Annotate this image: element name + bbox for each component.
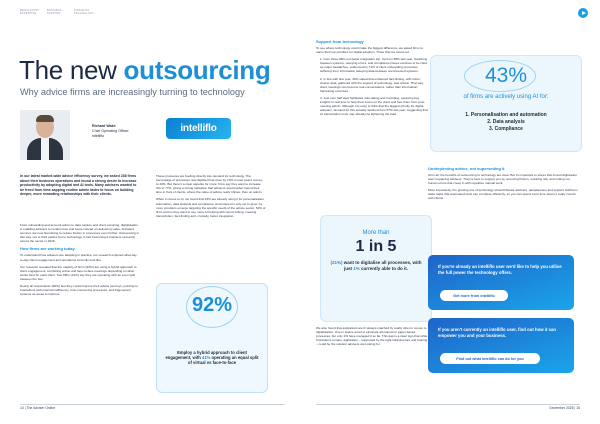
- footer-right: December 2025 | 15: [549, 406, 580, 410]
- column-4: [428, 166, 578, 204]
- numbered-item: 3. Just over half want facilitated note-taking and recording, capturing key insights in real time to help them focus on the client and free them from post-meeting admin. Although it is easy to think that the biggest priority for digital adoption, demand for this actually declined from 57% last year, suggesting that AI transcription tools may already be lightening the load.: [320, 95, 428, 117]
- header-tag: BUSINESS SUPPORT: [47, 9, 62, 15]
- footer-left: 14 | The Adviser Online: [20, 406, 56, 410]
- author-company: intelliflo: [92, 134, 104, 138]
- stat-caption: (21%) want to digitalise all processes, with just 1% currently able to do it.: [330, 260, 422, 271]
- play-logo-icon: [578, 8, 588, 18]
- list-item: 1. Personalisation and automation: [465, 112, 547, 118]
- intro-paragraph: From onboarding and account admin to data capture and client servicing, digitalisation is enabling advisers to reclaim time and focus instead on delivering value. AI-based services are now flourishing to reduce friction in processes even further. Outsourcing in this way, not to third parties but to technology, is fast becoming a business necessity across the sector in 2026.: [20, 223, 139, 244]
- page-subtitle: Why advice firms are increasingly turning to technology: [20, 87, 245, 97]
- intelliflo-logo: intelliflo: [166, 118, 231, 139]
- header-tag: REGULATORY EXPERTISE: [20, 9, 40, 15]
- stat-subtitle: of firms are actively using AI for:: [463, 94, 549, 100]
- stat-value: 92%: [191, 294, 233, 316]
- section-heading: Support from technology: [316, 39, 364, 44]
- column-3-continued: [316, 326, 428, 349]
- get-more-button[interactable]: Get more from intelliflo: [440, 290, 508, 301]
- body-paragraph: These pressures are feeding directly into demand for technology. The percentage of processes now digitised has risen by 10% on last year's survey, to 43%. But there's a clear appetite for more: firms say they want to increase this to 77%, giving a strong indication that advisers would rather spend their time in front of clients, where the value of advice really shines, than on admin.: [156, 174, 263, 195]
- stat-callout-hybrid: [156, 283, 268, 393]
- body-paragraph: To understand how advisers are adapting in practice, our research explored what day-to-day client engagement and operations currently look like.: [20, 253, 138, 262]
- numbered-item: 2. In line with last year, 46% stated that enhanced fact-finding, with richer, clearer data, gathered with the support of technology, was critical. That way, client meetings can become real conversations, rather than information-harvesting exercises.: [320, 76, 424, 93]
- section-heading: How firms are working today: [20, 246, 75, 252]
- stat-value: 43%: [484, 64, 528, 87]
- stat-callout-digitalise: [320, 215, 432, 322]
- header-tag: FINANCIAL TECHNOLOGY: [74, 9, 95, 15]
- author-name: Richard Wake: [92, 124, 116, 128]
- cta-text: If you're already an intelliflo user we'd like to help you utilise the full power the technology offers.: [438, 264, 562, 275]
- body-paragraph: More importantly, the growing use of technology should liberate advisers, paraplanners and support staff from tasks tasks that automated tools can complete efficiently, so you can spend more time where it really counts: with clients.: [428, 188, 578, 201]
- ai-usage-panel: [430, 55, 582, 152]
- list-item: 2. Data analysis: [487, 119, 525, 125]
- numbered-item: 1. Over three-fifths put better integration top. Up from 58% last year. Switching between systems, rekeying errors, and compliance issues continue to be cited as major headaches, evidenced by 71% of client onboarding processes suffering from information rekeying data between unconnected systems.: [320, 57, 428, 74]
- ai-use-list: [431, 112, 581, 133]
- lead-paragraph: In our latest market-wide advice efficiency survey, we asked 238 firms about their business operations and found a strong desire to increase productivity by adopting digital and AI tools. Many advisers wanted to be freed from time-sapping routine admin tasks to focus on building deeper, more rewarding relationships with their clients.: [20, 174, 137, 197]
- column-1: [20, 223, 140, 299]
- list-item: 3. Compliance: [489, 126, 523, 132]
- find-out-button[interactable]: Find out what intelliflo can do for you: [440, 353, 540, 364]
- author-photo: [20, 110, 70, 160]
- author-role: Chief Operating Officer: [92, 129, 129, 133]
- body-paragraph: We also found that aspirations aren't always matched by reality when it comes to digitalisation. One in twelve avoid to eliminate all manual or paper-based processes, but only 1% have managed it so far. This gap is a clear sign that while frustrations remain, digitisation – supported by the right infrastructure and training – could be the solution advisers are looking for.: [316, 326, 428, 347]
- footer-divider: [20, 404, 285, 405]
- stat-top: More than: [362, 230, 390, 236]
- title-accent: outsourcing: [123, 55, 271, 85]
- column-3: [316, 39, 428, 119]
- cta-text: If you aren't currently an intelliflo user, find out how it can empower you and your business.: [438, 327, 557, 338]
- footer-divider: [316, 404, 580, 405]
- body-paragraph: All in all, the benefits of outsourcing to technology are clear. But it's important to stress that AI and digitisation aren't replacing advisers. They're here to support you by removing friction, reducing risk, and cutting out human errors that creep in with repetitive manual work.: [428, 173, 578, 186]
- column-2: [156, 174, 266, 221]
- body-paragraph: Nearly all respondents (96%) feel they could improve their advice journeys, pointing to frustrations with internal inefficiency, time-consuming processes, and fragmented systems as areas to improve.: [20, 284, 138, 297]
- cta-new-users: [428, 318, 574, 373]
- cta-existing-users: [428, 255, 574, 310]
- stat-caption: Employ a hybrid approach to client engagement, with 41% operating an equal split of virtual vs face-to-face: [165, 350, 259, 366]
- author-block: [92, 124, 129, 139]
- body-paragraph: To see where technology could make the biggest difference, we asked firms to name their top priorities for digital adoption. Three themes stood out:: [316, 46, 424, 55]
- section-heading: Underpinning advice, not superseding it: [428, 166, 505, 171]
- page-title: The new outsourcing: [19, 55, 271, 85]
- body-paragraph: Our research revealed that the majority of firms (92%) are using a hybrid approach to client engagement, combining online and face-to-face meetings depending on what works best for each client. Two-fifths (41%) say they are operating with an even split between the two.: [20, 264, 137, 281]
- body-paragraph: When it comes to AI, we found that 43% are already using it for personalisation, automation, data analysis and compliance. And interest is only set to grow. As more providers emerge targeting the specific needs of the advice sector, 64% of firms told us they want to see more AI helping with report writing, meeting transcription, fact-finding and, crucially, better integration.: [156, 197, 266, 218]
- stat-value: 1 in 5: [355, 238, 397, 255]
